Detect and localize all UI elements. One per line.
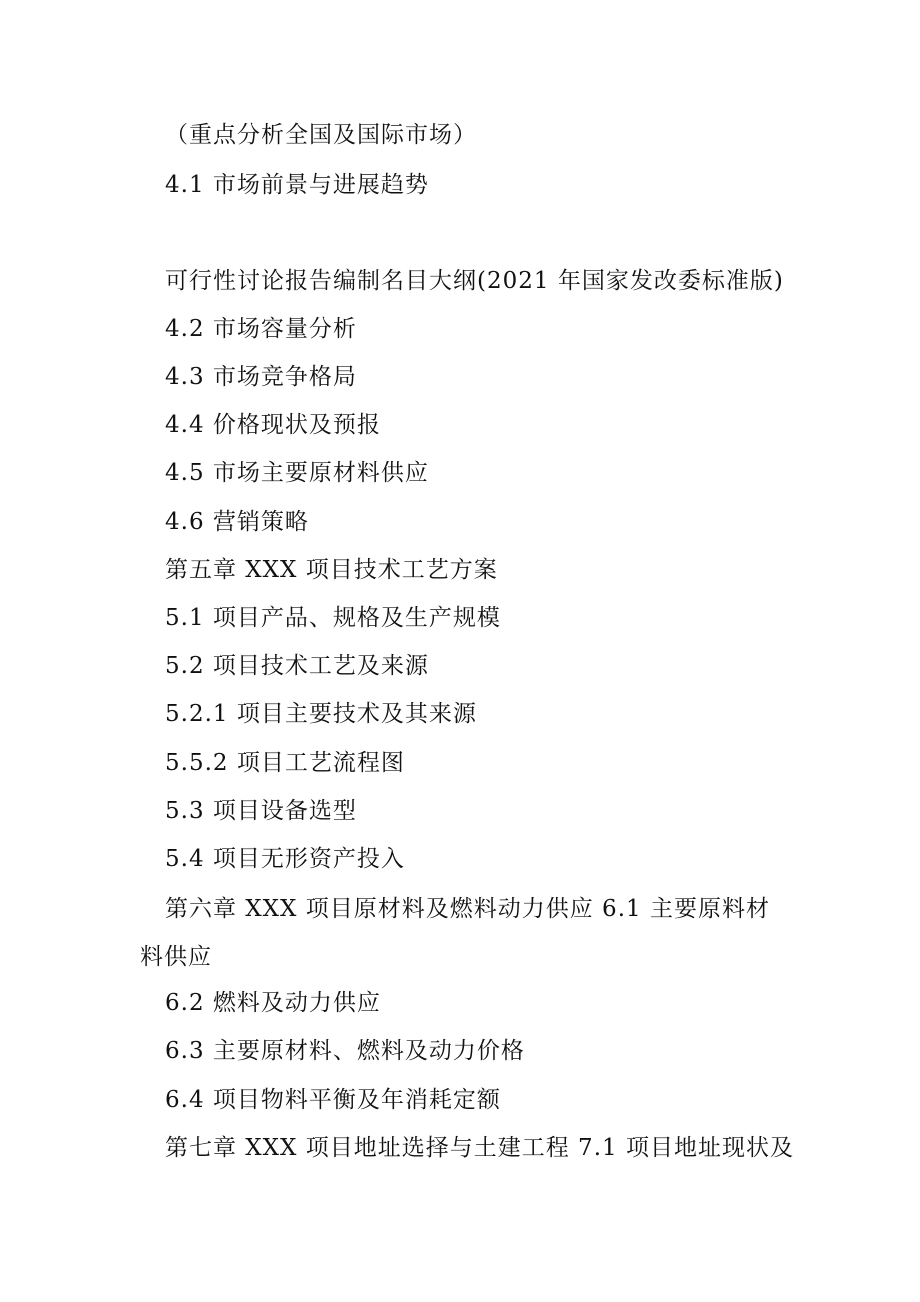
heading-5-2: 5.2 项目技术工艺及来源 bbox=[165, 653, 429, 679]
heading-6-2: 6.2 燃料及动力供应 bbox=[165, 990, 381, 1016]
chapter-7-heading: 第七章 XXX 项目地址选择与土建工程 7.1 项目地址现状及 bbox=[165, 1135, 794, 1161]
heading-4-3: 4.3 市场竞争格局 bbox=[165, 364, 357, 390]
heading-6-4: 6.4 项目物料平衡及年消耗定额 bbox=[165, 1087, 501, 1113]
heading-5-4: 5.4 项目无形资产投入 bbox=[165, 846, 405, 872]
heading-4-1: 4.1 市场前景与进展趋势 bbox=[165, 172, 429, 198]
heading-4-2: 4.2 市场容量分析 bbox=[165, 316, 357, 342]
heading-5-3: 5.3 项目设备选型 bbox=[165, 798, 357, 824]
heading-4-4: 4.4 价格现状及预报 bbox=[165, 412, 381, 438]
heading-5-5-2: 5.5.2 项目工艺流程图 bbox=[165, 750, 405, 776]
chapter-6-heading: 第六章 XXX 项目原材料及燃料动力供应 6.1 主要原料材料供应 bbox=[140, 896, 770, 970]
heading-4-5: 4.5 市场主要原材料供应 bbox=[165, 460, 429, 486]
chapter-5-heading: 第五章 XXX 项目技术工艺方案 bbox=[165, 557, 498, 583]
running-header-title: 可行性讨论报告编制名目大纲(2021 年国家发改委标准版) bbox=[165, 268, 784, 294]
heading-4-6: 4.6 营销策略 bbox=[165, 509, 309, 535]
heading-5-1: 5.1 项目产品、规格及生产规模 bbox=[165, 605, 501, 631]
heading-5-2-1: 5.2.1 项目主要技术及其来源 bbox=[165, 701, 477, 727]
paragraph-market-focus: （重点分析全国及国际市场） bbox=[165, 122, 477, 148]
heading-6-3: 6.3 主要原材料、燃料及动力价格 bbox=[165, 1038, 525, 1064]
